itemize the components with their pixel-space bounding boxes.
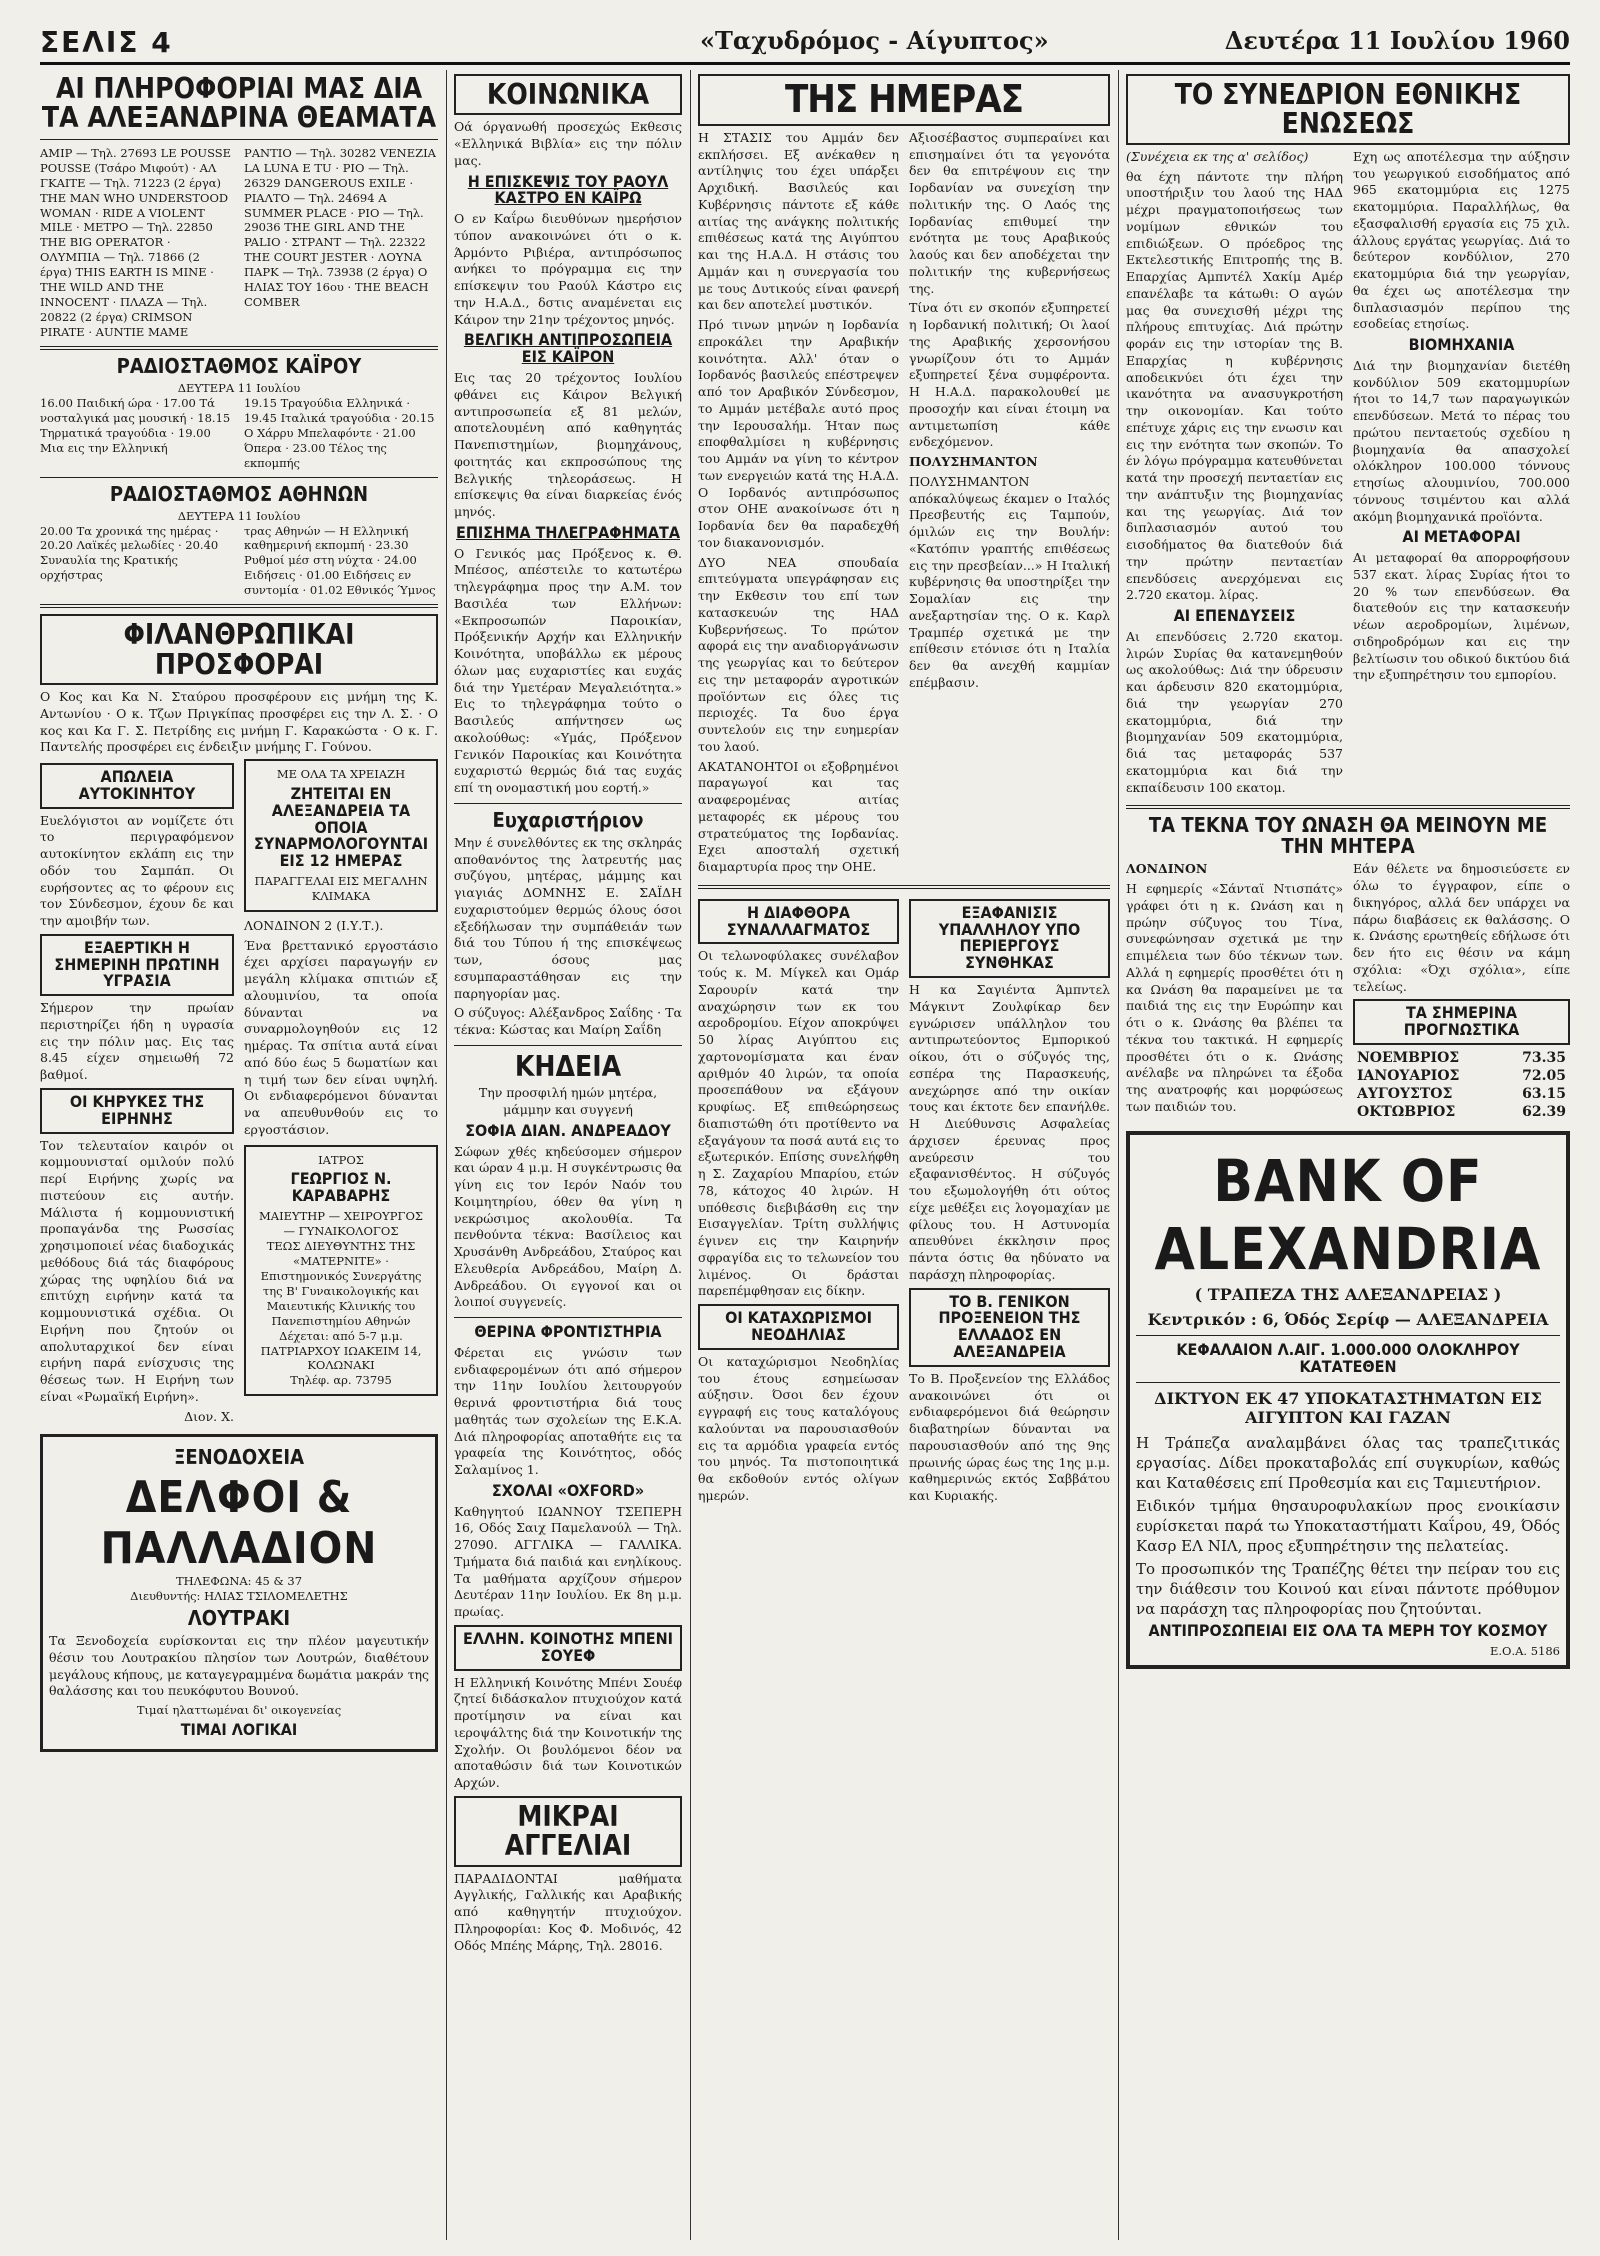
radio-athens-heading: ΡΑΔΙΟΣΤΑΘΜΟΣ ΑΘΗΝΩΝ bbox=[109, 481, 369, 506]
prefab-kicker: ΜΕ ΟΛΑ ΤΑ ΧΡΕΙΑΖΗ bbox=[276, 767, 406, 781]
oxford-text: Καθηγητού ΙΩΑΝΝΟΥ ΤΣΕΠΕΡΗ 16, Οδός Σαιχ Παμελανούλ — Τηλ. 27090. ΑΓΓΛΙΚΑ — ΓΑΛΛΙΚΑ. Τμήματα διά παιδιά και ενηλίκους. Τα μαθήματα αρχίζουν σήμερον Δευτέραν 11ην Ιουλίου. Εκ 8η μ.μ. πρωίας. bbox=[454, 1503, 682, 1620]
heralds-signature: Διον. Χ. bbox=[184, 1408, 234, 1424]
onassis-heading: ΤΑ ΤΕΚΝΑ ΤΟΥ ΩΝΑΣΗ ΘΑ ΜΕΙΝΟΥΝ ΜΕ ΤΗΝ ΜΗΤΕΡΑ bbox=[1148, 813, 1548, 859]
hotel-place: ΛΟΥΤΡΑΚΙ bbox=[187, 1606, 291, 1631]
population-text: ΠΟΛΥΣΗΜΑΝΤΟΝ απόκαλύψεως έκαμεν ο Ιταλός Πρεσβευτής εις Ταμπούν, όμιλών εις την Βουλήν: «Κατόπιν γραπτής επιθέσεως εις την πρεσβείαν...» Η Ιταλική κυβέρνησις θα υποστηρίξει την Σομαλίαν εις την ανεξαρτησίαν της. Ο κ. Καρλ Τραμπέρ σχετικά με την επίθεσιν ετόνισε ότι η Ιταλία δεν θα ανεχθή καμμίαν επέμβασιν. bbox=[909, 473, 1110, 690]
of-the-day-heading: ΤΗΣ ΗΜΕΡΑΣ bbox=[698, 74, 1110, 126]
entertainment-heading: ΑΙ ΠΛΗΡΟΦΟΡΙΑΙ ΜΑΣ ΔΙΑ ΤΑ ΑΛΕΞΑΝΔΡΙΝΑ ΘΕΑΜΑΤΑ bbox=[41, 72, 437, 135]
page-number: ΣΕΛΙΣ 4 bbox=[40, 26, 173, 59]
investments-heading: ΑΙ ΕΠΕΝΔΥΣΕΙΣ bbox=[1173, 606, 1296, 626]
currency-fraud-text: Οι τελωνοφύλακες συνέλαβον τούς κ. Μ. Μίγκελ και Ομάρ Σαρουρίν κατά την αναχώρησιν των εκ του αεροδρομίου. Είχον αποκρύψει 50 λίρας Αιγύπτου εις χαρτονομίσματα και έναν αριθμόν 40 λιρών, τα οποία προσεπάθουν να εξάγουν κρυφίως. Εξ επιθεώρησεως διαπιστώθη ότι προτίθεντο να εξαγάγουν τα ποσά αυτά εις το εξωτερικόν. Επίσης συνελήφθη η Σ. Ζαχαρίου Μπαρίου, ετών 78, κάτοχος 40 λιρών. Η υπόθεσις διεβιβάσθη εις την Εισαγγελίαν. Τρίτη συλλήψις έγινεν εις την Καιρηνήν σφραγίδα εις το τελωνείον του λιμένος. Οι δράσται παρεπέμφθησαν εις δίκην. bbox=[698, 948, 899, 1299]
bank-network: ΔΙΚΤΥΟΝ ΕΚ 47 ΥΠΟΚΑΤΑΣΤΗΜΑΤΩΝ ΕΙΣ ΑΙΓΥΠΤΟΝ ΚΑΙ ΓΑΖΑΝ bbox=[1154, 1388, 1542, 1427]
radio-athens-date: ΔΕΥΤΕΡΑ 11 Ιουλίου bbox=[177, 508, 301, 523]
cinema-list-left: ΑΜΙΡ — Τηλ. 27693 LE POUSSE POUSSE (Τσάρο Μιφούτ) · ΑΛ ΓΚΑΙΤΕ — Τηλ. 71223 (2 έργα) THE MAN WHO UNDERSTOOD WOMAN · RIDE A VIOLENT MILE · ΜΕΤΡΟ — Τηλ. 22850 THE BIG OPERATOR · ΟΛΥΜΠΙΑ — Τηλ. 71866 (2 έργα) THIS EARTH IS MINE · THE WILD AND THE INNOCENT · ΠΛΑΖΑ — Τηλ. 20822 (2 έργα) CRIMSON PIRATE · AUNTIE MAME bbox=[40, 145, 232, 340]
doctor-phone: Τηλέφ. αρ. 73795 bbox=[290, 1373, 392, 1388]
castro-visit-heading: Η ΕΠΙΣΚΕΨΙΣ ΤΟΥ ΡΑΟΥΛ ΚΑΣΤΡΟ ΕΝ ΚΑΪΡΩ bbox=[467, 171, 669, 208]
consulate-heading: ΤΟ Β. ΓΕΝΙΚΟΝ ΠΡΟΞΕΝΕΙΟΝ ΤΗΣ ΕΛΛΑΔΟΣ ΕΝ ΑΛΕΞΑΝΔΡΕΙΑ bbox=[909, 1288, 1110, 1367]
transport-heading: ΑΙ ΜΕΤΑΦΟΡΑΙ bbox=[1402, 527, 1521, 547]
forecast-row bbox=[1353, 1049, 1570, 1067]
bank-footer: ΑΝΤΙΠΡΟΣΩΠΕΙΑΙ ΕΙΣ ΟΛΑ ΤΑ ΜΕΡΗ ΤΟΥ ΚΟΣΜΟΥ bbox=[1148, 1621, 1548, 1641]
editorial-p2: Πρό τινων μηνών η Ιορδανία επροκάλει την Αραβικήν κοινότητα. Αλλ' όταν ο Ιορδανός βασιλεύς επέστρεψεν από τον Αραβικόν Σύνδεσμον, το Αμμάν μετέβαλε αυτό προς την Ιερουσαλήμ. Ήταν πως εποφθαλμίσει η κυβέρνησις του Αμμάν να γίνη το κέντρον των ενεργειών κατά της Η.Α.Δ. Ο Ιορδανός αντιπρόσωπος στον ΟΗΕ ανακοίνωσε ότι η Ιορδανία δεν θα παραδεχθή τον διακανονισμόν. bbox=[698, 317, 899, 550]
lost-car-text: Ευελόγιστοι αν νομίζετε ότι το περιγραφόμενον αυτοκίνητον εκλάπη εις την οδόν του Σαμπάπ. Οι ευρήσοντες ας το φέρουν εις τον Σύνδεσμον, έχουν δε και την αμοιβήν των. bbox=[40, 812, 234, 929]
humidity-text: Σήμερον την πρωίαν περιστηρίζει ήδη η υγρασία εις την πόλιν μας. Εις τας 8.45 είχεν σημειωθή 72 βαθμοί. bbox=[40, 1000, 234, 1083]
hotel-footer-prices: ΤΙΜΑΙ ΛΟΓΙΚΑΙ bbox=[180, 1720, 298, 1740]
funeral-heading: ΚΗΔΕΙΑ bbox=[514, 1049, 622, 1083]
radio-athens-left: 20.00 Τα χρονικά της ημέρας · 20.20 Λαϊκές μελωδίες · 20.40 Συναυλία της Κρατικής ορχήστρας bbox=[40, 523, 219, 583]
summer-classes-heading: ΘΕΡΙΝΑ ΦΡΟΝΤΙΣΤΗΡΙΑ bbox=[474, 1322, 662, 1342]
doctor-label: ΙΑΤΡΟΣ bbox=[318, 1152, 364, 1167]
doctor-address: ΠΑΤΡΙΑΡΧΟΥ ΙΩΑΚΕΙΜ 14, ΚΟΛΩΝΑΚΙ bbox=[260, 1343, 422, 1373]
summer-classes-text: Φέρεται εις γνώσιν των ενδιαφερομένων ότι από σήμερον την 11ην Ιουλίου λειτουργούν θερινά φροντιστήρια διά τους μαθητάς των σχολείων της Ε.Κ.Α. Διά πληροφορίας αποταθήτε εις τα γραφεία της Κοινότητος, οδός Σαλαμίνος 1. bbox=[454, 1344, 682, 1478]
onassis-text: Η εφημερίς «Σάνταϊ Ντισπάτς» γράφει ότι η κ. Ωνάση και η πρώην σύζυγος του Τίνα, συνεφώνησαν σχετικά με την επιμέλεια των δύο τέκνων των. Αλλά η εφημερίς προσθέτει ότι η κα Ωνάση θα παραμείνει με τα παιδιά της εις την Ευρώπην και ότι ο κ. Ωνάσης θα βλέπει τα τέκνα του τακτικά. Η εφημερίς προσθέτει ότι ο κ. Ωνάσης ανέλαβε να πληρώνει τα έξοδα της ανατροφής και μορφώσεως των παιδιών του. bbox=[1126, 881, 1343, 1114]
funeral-lead: Την προσφιλή ημών μητέρα, μάμμην και συγγενή bbox=[478, 1085, 658, 1118]
bank-p2: Ειδικόν τμήμα θησαυροφυλακίων προς ενοικίασιν ευρίσκεται παρά τω Υποκαταστήματι Καΐρου, 49, Όδός Κασρ ΕΛ ΝΙΛ, προς εξυπηρέτησιν της πελατείας. bbox=[1136, 1496, 1560, 1555]
social-lead: Οά όργανωθή προσεχώς Εκθεσις «Ελληνικά Βιβλία» εις την πόλιν μας. bbox=[454, 119, 682, 168]
continued-note: (Συνέχεια εκ της α' σελίδος) bbox=[1126, 148, 1309, 164]
investments-text: Αι επενδύσεις 2.720 εκατομ. λιρών Συρίας θα κατανεμηθούν ως ακολούθως: Διά την ύδρευσιν και άρδευσιν 820 εκατομμύρια, διά την γεωργίαν 270 εκατομμύρια, διά την βιομηχανίαν 509 εκατομμύρια, διά τας μεταφοράς 537 εκατομμύρια και διά την εκπαίδευσιν 100 εκατομ. bbox=[1126, 628, 1343, 795]
charity-text: Ο Κος και Κα Ν. Σταύρου προσφέρουν εις μνήμη της Κ. Αντωνίου · Ο κ. Τζων Πριγκίπας προσφέρει εις την Λ. Σ. · Ο κος και Κα Γ. Σ. Πετρίδης εις μνήμη Γ. Καρακώστα · Ο κ. Γ. Παντελής προσφέρει εις ένδειξιν μνήμης Γ. Γούνου. bbox=[40, 689, 438, 755]
onassis-text-2: Εάν θέλετε να δημοσιεύσετε εν όλω το έγγραφον, είπε ο δικηγόρος, αλλά δεν υπάρχει να πάρω διαβάσεις εκ θαλάσσης. Ο κ. Ωνάσης ερωτηθείς εδήλωσε ότι δεν ήτο εις θέσιν να κάμη σχόλια: «Όχι σχόλια», είπε τελείως. bbox=[1353, 861, 1570, 994]
social-heading: ΚΟΙΝΩΝΙΚΑ bbox=[454, 74, 682, 115]
editorial-p3: Αξιοσέβαστος συμπεραίνει και επισημαίνει ότι τα γεγονότα δεν θα επιτρέψουν εις την Ιορδανίαν να συνεχίση την πολιτικήν της. Ο Λαός της Ιορδανίας επιθυμεί την ενότητα με τους Αραβικούς λαούς και δεν αποδέχεται την πολιτικήν της κυβερνήσεως της. bbox=[909, 129, 1110, 296]
editorial-p4: ΔΥΟ ΝΕΑ σπουδαία επιτεύγματα υπεγράφησαν εις την Εκθεσιν του επί των κατασκευών της ΗΑΔ Κυβερνήσεως. Το πρώτον αφορά εις την αναδιοργάνωσιν της γεωργίας και το δεύτερον εις την μεταφοράν αγροτικών προϊόντων εις όλες τις περιοχές. Τα δυο έργα συντελούν εις την ευημερίαν του λαού. bbox=[698, 554, 899, 754]
radio-athens-right: τρας Αθηνών — Η Ελληνική καθημερινή εκπομπή · 23.30 Ρυθμοί μέσ στη νύχτα · 24.00 Ειδήσεις · 01.00 Ειδήσεις εν συντομία · 01.02 Εθνικός Ύμνος bbox=[244, 523, 436, 598]
hotel-ad bbox=[40, 1434, 438, 1752]
forecast-month: ΟΚΤΩΒΡΙΟΣ bbox=[1357, 1103, 1456, 1120]
classifieds-text: ΠΑΡΑΔΙΔΟΝΤΑΙ μαθήματα Αγγλικής, Γαλλικής και Αραβικής από καθηγητήν πτυχιούχον. Πληροφορίαι: Κος Φ. Μοδινός, 42 Οδός Μπέης Μάρης, Τηλ. 28016. bbox=[454, 1870, 682, 1953]
editorial-p6: ΑΚΑΤΑΝΟΗΤΟΙ οι εξοβρημένοι παραγωγοί και τας αναφερομένας αιτίας μεταφορές εκ μέρους του στρατεύματος της Ιορδανίας. Εχει αποσταλή σχετική διαμαρτυρία προς την ΟΗΕ. bbox=[698, 758, 899, 875]
forecast-row bbox=[1353, 1085, 1570, 1103]
forecasts-heading: ΤΑ ΣΗΜΕΡΙΝΑ ΠΡΟΓΝΩΣΤΙΚΑ bbox=[1353, 999, 1570, 1045]
belgian-delegation-heading: ΒΕΛΓΙΚΗ ΑΝΤΙΠΡΟΣΩΠΕΙΑ ΕΙΣ ΚΑΪΡΟΝ bbox=[463, 330, 673, 367]
registrations-heading: ΟΙ ΚΑΤΑΧΩΡΙΣΜΟΙ ΝΕΟΔΗΛΙΑΣ bbox=[698, 1304, 899, 1350]
column-rule bbox=[446, 70, 447, 2240]
radio-cairo-date: ΔΕΥΤΕΡΑ 11 Ιουλίου bbox=[177, 380, 301, 395]
belgian-delegation-text: Εις τας 20 τρέχοντος Ιουλίου φθάνει εις Κάιρον Βελγική αντιπροσωπεία εξ 81 μελών, αποτελουμένη από καθηγητάς Πανεπιστημίων, βιομηχάνους, φοιτητάς και εκπροσώπους της Βελγικής τηλεοράσεως. Η επίσκεψις θα είναι διαρκείας ένός μηνός. bbox=[454, 370, 682, 520]
bank-ad bbox=[1126, 1131, 1570, 1669]
column-rule bbox=[690, 70, 691, 2240]
prefab-houses-ad bbox=[244, 759, 438, 912]
funeral-text: Σώφων χθές κηδεύσομεν σήμερον και ώραν 4 μ.μ. Η συγκέντρωσις θα γίνη εις τον Ιερόν Ναόν του Κοιμητηρίου, όθεν θα γίνη η νεκρώσιμος ακολουθία. Τα πενθούντα τέκνα: Βασίλειος και Χρυσάνθη Ανδρεάδου, Σταύρος και Ελευθερία Ανδρεάδου, Μαίρη Δ. Ανδρεάδου. Οι εγγονοί και οι λοιποί συγγενείς. bbox=[454, 1143, 682, 1310]
beni-suef-text: Η Ελληνική Κοινότης Μπένι Σουέφ ζητεί διδάσκαλον πτυχιούχον κατά προτίμησιν να είναι και ιεροψάλτης διά την Κοινοτικήν της Σχολήν. Οι βουλόμενοι δέον να αποταθώσιν διά των Κοινοτικών Αρχών. bbox=[454, 1674, 682, 1790]
industry-text: Διά την βιομηχανίαν διετέθη κονδύλιον 509 εκατομμυρίων ήτοι το 14,7 των παραγωγικών επενδύσεων. Μετά το πέρας του πρώτου πενταετούς σχεδίου η βιομηχανία θα απασχολεί ολόκληρον 100.000 τόννους ετησίως αλουμινίου, 700.000 τόννους τσιμέντου και αλλά ακόμη βιομηχανικά προϊόντα. bbox=[1353, 357, 1570, 524]
telegrams-heading: ΕΠΙΣΗΜΑ ΤΗΛΕΓΡΑΦΗΜΑΤΑ bbox=[455, 522, 680, 542]
castro-visit-text: Ο εν Καΐρω διευθύνων ημερήσιον τύπον ανακοινώνει ότι ο κ. Άρμόντο Ριβιέρα, αντιπρόσωπος ανήκει το πρόγραμμα εις την επίσκεψιν του Ραούλ Κάστρο εις την Η.Α.Δ., δστις αναμένεται εις Κάιρον την 21ην τρέχοντος μηνός. bbox=[454, 211, 682, 327]
national-union-heading: ΤΟ ΣΥΝΕΔΡΙΟΝ ΕΘΝΙΚΗΣ ΕΝΩΣΕΩΣ bbox=[1126, 74, 1570, 145]
telegrams-text: Ο Γενικός μας Πρόξενος κ. Θ. Μπέσος, απέστειλε το κατωτέρω τηλεγράφημα προς την Α.Μ. τον Βασιλέα των Ελλήνων: «Εκπροσωπών Παροικίαν, Πρόξενικήν Αρχήν και Ελληνικήν Κοινότητα, υποβάλλω εκ μέρους όλων μας ευχαριστίες και ευχάς διά την Υμετέραν Μεγαλειότητα.» Εις το τηλεγράφημα τούτο ο Βασιλεύς απήντησεν ως ακολούθως: «Υμάς, Πρόξενον Γενικόν Παροικίας και Κοινότητα ευχαριστώ θερμώς διά τας ευχάς επί τη ονομαστική μου εορτή.» bbox=[454, 545, 682, 796]
industry-heading: ΒΙΟΜΗΧΑΝΙΑ bbox=[1408, 335, 1515, 355]
funeral-name: ΣΟΦΙΑ ΔΙΑΝ. ΑΝΔΡΕΑΔΟΥ bbox=[465, 1120, 671, 1140]
column-of-the-day bbox=[698, 70, 1110, 2240]
hotel-phone: ΤΗΛΕΦΩΝΑ: 45 & 37 bbox=[175, 1574, 303, 1589]
onassis-dateline: ΛΟΝΔΙΝΟΝ bbox=[1126, 861, 1208, 877]
registrations-text: Οι καταχώρισμοι Νεοδηλίας του έτους εσημείωσαν αύξησιν. Όσοι δεν έχουν εγγραφή εις τους καταλόγους καλούνται να παρουσιασθούν εις τα αρμόδια γραφεία εντός του μηνός. Τα πιστοποιητικά θα εκδοθούν εντός ολίγων ημερών. bbox=[698, 1353, 899, 1503]
bank-hq: Κεντρικόν : 6, Όδός Σερίφ — ΑΛΕΞΑΝΔΡΕΙΑ bbox=[1147, 1309, 1549, 1329]
bank-capital: ΚΕΦΑΛΑΙΟΝ Λ.ΑΙΓ. 1.000.000 ΟΛΟΚΛΗΡΟΥ ΚΑΤΑΤΕΘΕΝ bbox=[1176, 1339, 1520, 1376]
bank-title: BANK OF ALEXANDRIA bbox=[1154, 1146, 1542, 1283]
bank-p1: Η Τράπεζα αναλαμβάνει όλας τας τραπεζιτικάς εργασίας. Δίδει προκαταβολάς επί συγκυρίων, καθώς και Καταθέσεις επί Προθεσμία και εις Ταμιευτήριον. bbox=[1136, 1433, 1560, 1492]
bank-greek-name: ( ΤΡΑΠΕΖΑ ΤΗΣ ΑΛΕΞΑΝΔΡΕΙΑΣ ) bbox=[1194, 1284, 1502, 1304]
forecast-value: 63.15 bbox=[1522, 1085, 1566, 1102]
forecast-row bbox=[1353, 1067, 1570, 1085]
column-entertainment bbox=[40, 70, 438, 2240]
transport-text: Αι μεταφοραί θα απορροφήσουν 537 εκατ. λίρας Συρίας ήτοι το 20 % των επενδύσεων. Θα διατεθούν εις την κατασκευήν νέων αεροδρομίων, λιμένων, σιδηροδρόμων και εις την βελτίωσιν του οδικού δικτύου διά την εξυπηρέτησιν του εμπορίου. bbox=[1353, 550, 1570, 683]
disappearance-text: Η κα Σαγιέντα Άμπντελ Μάγκιντ Ζουλφίκαρ δεν εγνώρισεν υπάλληλον του αντιπρωτεύοντος Εμπορικού οίκου, ότι ο σύζυγός της, εσπέρα της Παρασκευής, ανεχώρησε από την οικίαν τους και έκτοτε δεν επανήλθε. Η Διεύθυνσις Ασφαλείας άρχισεν έρευνας προς ανεύρεσιν του εξαφανισθέντος. Η σύζυγός του εξωμολογήθη ότι ούτος είχε μεθέξει εις λογομαχίαν με φίλους του. Η Αστυνομία απευθύνει έκκλησιν προς πάντα όστις θα ηδύνατο να παράσχη πληροφορίας. bbox=[909, 982, 1110, 1282]
population-heading: ΠΟΛΥΣΗΜΑΝΤΟΝ bbox=[909, 454, 1038, 470]
prefab-text: Ένα βρεττανικό εργοστάσιο έχει αρχίσει παραγωγήν εν μεγάλη κλίμακα σπιτιών εξ αλουμινίου, τα οποία δύνανται να συναρμολογηθούν εις 12 ημέρας. Τα σπίτια αυτά είναι από δύο έως 5 δωματίων και η τιμή των δεν είναι υψηλή. Οι ενδιαφερόμενοι δύνανται να απευθυνθούν εις το εργοστάσιον. bbox=[244, 937, 438, 1137]
beni-suef-heading: ΕΛΛΗΝ. ΚΟΙΝΟΤΗΣ ΜΠΕΝΙ ΣΟΥΕΦ bbox=[454, 1625, 682, 1671]
editorial-p1: Η ΣΤΑΣΙΣ του Αμμάν δεν εκπλήσσει. Εξ ανέκαθεν η αντίληψις του έχει υπάρξει Αρχιδική. Βασιλεύς και Κυβέρνησις πάντοτε εξ κάθε αιτίας της ανάγκης πολιτικής επιθέσεως κατά της Αιγύπτου και της Η.Α.Δ. Η στάσις του Αμμάν και η συνεργασία του με τους Δυτικούς είναι φανερή και δεν αποτελεί μυστικόν. bbox=[698, 129, 899, 313]
doctor-title: ΜΑΙΕΥΤΗΡ — ΧΕΙΡΟΥΡΓΟΣ — ΓΥΝΑΙΚΟΛΟΓΟΣ bbox=[258, 1209, 423, 1239]
thanks-signature: Ο σύζυγος: Αλέξανδρος Σαΐδης · Τα τέκνα: Κώστας και Μαίρη Σαΐδη bbox=[454, 1005, 682, 1038]
radio-cairo-left: 16.00 Παιδική ώρα · 17.00 Τά νοσταλγικά μας μουσική · 18.15 Τηρματικά τραγούδια · 19.00 Μια εις την Ελληνική bbox=[40, 395, 231, 455]
classifieds-heading: ΜΙΚΡΑΙ ΑΓΓΕΛΙΑΙ bbox=[454, 1796, 682, 1867]
column-national-union bbox=[1126, 70, 1570, 2240]
column-social bbox=[454, 70, 682, 2240]
thanks-text: Μην έ συνελθόντες εκ της σκληράς αποθανόντος της λατρευτής μας συζύγου, μητέρας, μάμμης και γιαγιάς ΔΟΜΝΗΣ Ε. ΣΑΪΔΗ ευχαριστούμεν θερμώς όλους όσοι εξεδήλωσαν την συμπάθειάν των διά του Τύπου ή της επισκέψεως των, όσους μας εσυμπαραστάθησαν εις την παρηγορίαν μας. bbox=[454, 834, 682, 1001]
doctor-hours: Δέχεται: από 5-7 μ.μ. bbox=[279, 1328, 403, 1343]
cinema-list-right: ΡΑΝΤΙΟ — Τηλ. 30282 VENEZIA LA LUNA E TU · ΡΙΟ — Τηλ. 26329 DANGEROUS EXILE · ΡΙΑΛΤΟ — Τηλ. 24694 A SUMMER PLACE · ΡΙΟ — Τηλ. 29036 THE GIRL AND THE PALIO · ΣΤΡΑΝΤ — Τηλ. 22322 THE COURT JESTER · ΛΟΥΝΑ ΠΑΡΚ — Τηλ. 73938 (2 έργα) Ο ΗΛΙΑΣ ΤΟΥ 16ου · THE BEACH COMBER bbox=[244, 145, 436, 310]
forecast-value: 72.05 bbox=[1522, 1067, 1566, 1084]
forecast-month: ΑΥΓΟΥΣΤΟΣ bbox=[1357, 1085, 1453, 1102]
heralds-heading: ΟΙ ΚΗΡΥΚΕΣ ΤΗΣ ΕΙΡΗΝΗΣ bbox=[40, 1088, 234, 1134]
editorial-p5: Τίνα ότι εν σκοπόν εξυπηρετεί η Ιορδανική πολιτική; Οι λαοί της Αραβικής χερσονήσου γνωρίζουν ότι το Αμμάν εξυπηρετεί ξένα συμφέροντα. Η Η.Α.Δ. παρακολουθεί με προσοχήν και είναι έτοιμη να αντιμετωπίση κάθε ενδεχόμενον. bbox=[909, 300, 1110, 450]
masthead bbox=[40, 12, 1570, 65]
column-rule bbox=[1118, 70, 1119, 2240]
prefab-sub: ΠΑΡΑΓΓΕΛΑΙ ΕΙΣ ΜΕΓΑΛΗΝ ΚΛΙΜΑΚΑ bbox=[254, 873, 428, 903]
hotel-name: ΔΕΛΦΟΙ & ΠΑΛΛΑΔΙΟΝ bbox=[100, 1472, 378, 1575]
disappearance-heading: ΕΞΑΦΑΝΙΣΙΣ ΥΠΑΛΛΗΛΟΥ ΥΠΟ ΠΕΡΙΕΡΓΟΥΣ ΣΥΝΘΗΚΑΣ bbox=[909, 899, 1110, 978]
humidity-heading: ΕΞΑΕΡΤΙΚΗ Η ΣΗΜΕΡΙΝΗ ΠΡΩΤΙΝΗ ΥΓΡΑΣΙΑ bbox=[40, 934, 234, 996]
doctor-text: ΤΕΩΣ ΔΙΕΥΘΥΝΤΗΣ ΤΗΣ «ΜΑΤΕΡΝΙΤΕ» · Επιστημονικός Συνεργάτης της Β' Γυναικολογικής και Μαιευτικής Κλινικής του Πανεπιστημίου Αθηνών bbox=[260, 1238, 422, 1328]
national-union-text-b: Εχη ως αποτέλεσμα την αύξησιν του γεωργικού εισοδήματος από 965 εκατομμύρια εις 1275 εκατομμύρια. Παραλλήλως, θα εξασφαλισθή εργασία εις 75 χιλ. άλλους εργάτας γεωργίας. Διά το δεύτερον κονδύλιον, 270 εκατομμύρια διά την γεωργίαν, θα έχει ως αποτέλεσμα την διπλασιασμόν περίπου της εσοδείας ετησίως. bbox=[1353, 148, 1570, 332]
newspaper-name: «Ταχυδρόμος - Αίγυπτος» bbox=[700, 26, 1049, 55]
oxford-heading: ΣΧΟΛΑΙ «OXFORD» bbox=[491, 1480, 645, 1500]
forecast-month: ΝΟΕΜΒΡΙΟΣ bbox=[1357, 1049, 1460, 1066]
forecast-month: ΙΑΝΟΥΑΡΙΟΣ bbox=[1357, 1067, 1460, 1084]
hotel-footer: Τιμαί ηλαττωμέναι δι' οικογενείας bbox=[136, 1703, 342, 1718]
lost-car-heading: ΑΠΩΛΕΙΑ ΑΥΤΟΚΙΝΗΤΟΥ bbox=[40, 763, 234, 809]
doctor-ad bbox=[244, 1145, 438, 1397]
hotel-kicker: ΞΕΝΟΔΟΧΕΙΑ bbox=[173, 1445, 305, 1470]
bank-code: Ε.Ο.Α. 5186 bbox=[1489, 1644, 1560, 1659]
forecast-row bbox=[1353, 1103, 1570, 1121]
forecast-value: 62.39 bbox=[1522, 1103, 1566, 1120]
bank-p3: Το προσωπικόν της Τραπέζης θέτει την πείραν του εις την διάθεσιν του Κοινού και είναι πάντοτε πρόθυμον να παράσχη τας πληροφορίας που ζητούνται. bbox=[1136, 1560, 1560, 1619]
radio-cairo-right: 19.15 Τραγούδια Ελληνικά · 19.45 Ιταλικά τραγούδια · 20.15 Ο Χάρρυ Μπελαφόντε · 21.00 Όπερα · 23.00 Τέλος της εκπομπής bbox=[244, 395, 435, 470]
national-union-text-a: θα έχη πάντοτε την πλήρη υποστήριξιν του λαού της ΗΑΔ μέχρι πραγματοποιήσεως των νομίμων εθνικών του επιδιώξεων. Ο πρόεδρος της Εκτελεστικής Επιτροπής της Β. Επαρχίας Αμπντέλ Χακίμ Αμέρ επανέλαβε τα κάτωθι: Ο αγών μας θα συνεχισθή μέχρι της πλήρους επιτυχίας. Διά πρώτην φοράν εις την ιστορίαν της Β. Επαρχίας η κυβέρνησις αποδεικνύει ότι έχει την ικανότητα να ανασυγκροτήση την οικονομίαν. Και τούτο επέτυχε χάρις εις την ενωσιν και εις την ενότητα των σκοπών. Το έν λόγω πρόγραμμα κατευθύνεται κατά την προσεχή πενταετίαν εις την ανάπτυξιν της βιομηχανίας και της γεωργίας. Διά τον διπλασιασμόν αυτού του εισοδήματος θα διατεθούν διά την πρώτην πενταετίαν επενδύσεις ανερχόμεναι εις 2.720 εκατομ. λίρας. bbox=[1126, 168, 1343, 603]
issue-date: Δευτέρα 11 Ιουλίου 1960 bbox=[1224, 26, 1570, 55]
hotel-director: Διευθυντής: ΗΛΙΑΣ ΤΣΙΛΟΜΕΛΕΤΗΣ bbox=[130, 1589, 348, 1604]
forecasts-table bbox=[1353, 1049, 1570, 1121]
prefab-title: ΖΗΤΕΙΤΑΙ ΕΝ ΑΛΕΞΑΝΔΡΕΙΑ ΤΑ ΟΠΟΙΑ ΣΥΝΑΡΜΟΛΟΓΟΥΝΤΑΙ ΕΙΣ 12 ΗΜΕΡΑΣ bbox=[253, 783, 429, 871]
forecast-value: 73.35 bbox=[1522, 1049, 1566, 1066]
radio-cairo-heading: ΡΑΔΙΟΣΤΑΘΜΟΣ ΚΑΪΡΟΥ bbox=[116, 353, 362, 378]
thanks-heading: Ευχαριστήριον bbox=[492, 807, 644, 832]
hotel-text: Τα Ξενοδοχεία ευρίσκονται εις την πλέον μαγευτικήν θέσιν του Λουτρακίου πλησίον των Λουτρών, διαθέτουν μεγάλους κήπους, με καταγεγραμμένα δωμάτια μακράν της θαλάσσης και του πευκόφυτου Βουνού. bbox=[49, 1633, 429, 1699]
currency-fraud-heading: Η ΔΙΑΦΘΟΡΑ ΣΥΝΑΛΛΑΓΜΑΤΟΣ bbox=[698, 899, 899, 945]
charity-heading: ΦΙΛΑΝΘΡΩΠΙΚΑΙ ΠΡΟΣΦΟΡΑΙ bbox=[40, 614, 438, 685]
london-dateline: ΛΟΝΔΙΝΟΝ 2 (Ι.Υ.Τ.). bbox=[244, 917, 384, 933]
heralds-text: Τον τελευταίον καιρόν οι κομμουνισταί ομιλούν πολύ περί Ειρήνης χωρίς να πιστεύουν εις αυτήν. Μάλιστα ή κομμουνιστική προπαγάνδα της Ρωσσίας χρησιμοποιεί νέας διαδοχικάς μεθόδους διά τάς διαφόρους χώρας της υφηλίου διά να επιτύχη ειρήνην κατά τα κομμουνιστικά σχέδια. Οι Ειρήνη που ζητούν οι απολυταρχικοί δεν είναι ειρήνη παρά ενίσχυσις της θέσεως των. Η Ειρήνη των είναι «Ρωμαϊκή Ειρήνη». bbox=[40, 1137, 234, 1404]
consulate-text: Το Β. Προξενείον της Ελλάδος ανακοινώνει ότι οι ενδιαφερόμενοι διά θεώρησιν διαβατηρίων δύνανται να παρουσιασθούν από της 9ης πρωινής ώρας έως της 1ης μ.μ. καθημερινώς εκτός Σαββάτου και Κυριακής. bbox=[909, 1370, 1110, 1504]
doctor-name: ΓΕΩΡΓΙΟΣ Ν. ΚΑΡΑΒΑΡΗΣ bbox=[290, 1169, 392, 1206]
